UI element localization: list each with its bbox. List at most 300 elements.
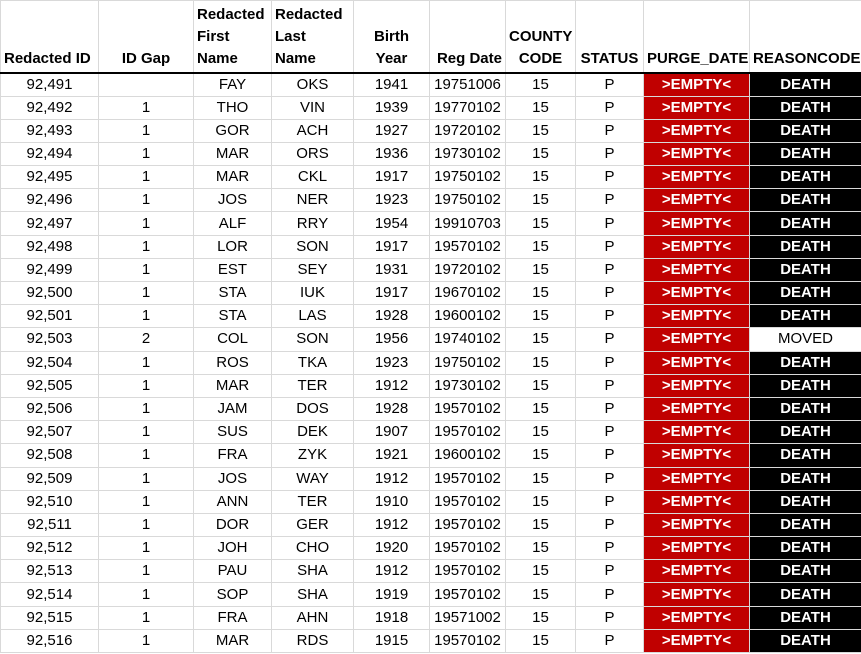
cell-reg-date[interactable]: 19770102 [430,96,506,119]
cell-reasoncode[interactable]: DEATH [750,374,861,397]
cell-reasoncode[interactable]: DEATH [750,258,861,281]
cell-status[interactable]: P [576,537,644,560]
table-row[interactable] [1,444,861,467]
cell-first-name[interactable]: FAY [194,73,272,97]
cell-first-name[interactable]: MAR [194,374,272,397]
cell-redacted-id[interactable]: 92,498 [1,235,99,258]
cell-birth-year[interactable]: 1928 [354,305,430,328]
cell-status[interactable]: P [576,583,644,606]
cell-reasoncode[interactable]: DEATH [750,467,861,490]
header-line: Redacted [197,5,265,23]
cell-reasoncode[interactable]: DEATH [750,537,861,560]
cell-birth-year[interactable]: 1923 [354,351,430,374]
cell-purge-date[interactable]: >EMPTY< [644,189,750,212]
cell-id-gap[interactable]: 1 [99,235,194,258]
table-row[interactable] [1,189,861,212]
header-line: PURGE_DATE [647,49,749,67]
cell-purge-date[interactable]: >EMPTY< [644,351,750,374]
cell-reg-date[interactable]: 19570102 [430,467,506,490]
table-row[interactable] [1,305,861,328]
cell-first-name[interactable]: SUS [194,421,272,444]
header-status[interactable] [576,1,644,73]
cell-id-gap[interactable]: 1 [99,606,194,629]
cell-status[interactable]: P [576,351,644,374]
cell-purge-date[interactable]: >EMPTY< [644,467,750,490]
cell-county-code[interactable]: 15 [506,212,576,235]
cell-id-gap[interactable]: 1 [99,444,194,467]
cell-last-name[interactable]: VIN [272,96,354,119]
cell-reasoncode[interactable]: DEATH [750,560,861,583]
cell-status[interactable]: P [576,421,644,444]
cell-reg-date[interactable]: 19570102 [430,421,506,444]
cell-first-name[interactable]: JOS [194,189,272,212]
cell-reg-date[interactable]: 19570102 [430,629,506,652]
header-line: STATUS [580,49,639,67]
header-line: Last [275,27,306,45]
cell-first-name[interactable]: JAM [194,397,272,420]
cell-birth-year[interactable]: 1956 [354,328,430,351]
cell-county-code[interactable]: 15 [506,73,576,97]
cell-reg-date[interactable]: 19600102 [430,305,506,328]
cell-purge-date[interactable]: >EMPTY< [644,513,750,536]
cell-purge-date[interactable]: >EMPTY< [644,606,750,629]
cell-redacted-id[interactable]: 92,499 [1,258,99,281]
cell-birth-year[interactable]: 1939 [354,96,430,119]
cell-id-gap[interactable]: 1 [99,374,194,397]
header-line: Name [275,49,316,67]
table-row[interactable] [1,258,861,281]
table-row[interactable] [1,282,861,305]
cell-first-name[interactable]: JOH [194,537,272,560]
table-row[interactable] [1,606,861,629]
cell-status[interactable]: P [576,96,644,119]
cell-county-code[interactable]: 15 [506,166,576,189]
cell-birth-year[interactable]: 1936 [354,142,430,165]
header-redacted-id[interactable] [1,1,99,73]
cell-birth-year[interactable]: 1917 [354,282,430,305]
cell-county-code[interactable]: 15 [506,421,576,444]
cell-id-gap[interactable]: 1 [99,189,194,212]
cell-id-gap[interactable]: 1 [99,119,194,142]
cell-reasoncode[interactable]: DEATH [750,583,861,606]
header-line: Redacted [275,5,343,23]
cell-purge-date[interactable]: >EMPTY< [644,235,750,258]
cell-purge-date[interactable]: >EMPTY< [644,560,750,583]
cell-status[interactable]: P [576,119,644,142]
cell-status[interactable]: P [576,397,644,420]
cell-redacted-id[interactable]: 92,493 [1,119,99,142]
cell-reg-date[interactable]: 19571002 [430,606,506,629]
cell-county-code[interactable]: 15 [506,96,576,119]
cell-last-name[interactable]: DOS [272,397,354,420]
cell-reasoncode[interactable]: DEATH [750,513,861,536]
cell-id-gap[interactable]: 1 [99,629,194,652]
cell-id-gap[interactable]: 1 [99,421,194,444]
cell-last-name[interactable]: NER [272,189,354,212]
cell-county-code[interactable]: 15 [506,235,576,258]
header-last-name[interactable] [272,1,354,73]
cell-birth-year[interactable]: 1954 [354,212,430,235]
table-row[interactable] [1,166,861,189]
cell-county-code[interactable]: 15 [506,374,576,397]
cell-purge-date[interactable]: >EMPTY< [644,374,750,397]
cell-purge-date[interactable]: >EMPTY< [644,258,750,281]
cell-county-code[interactable]: 15 [506,537,576,560]
cell-reg-date[interactable]: 19750102 [430,351,506,374]
cell-birth-year[interactable]: 1927 [354,119,430,142]
cell-birth-year[interactable]: 1931 [354,258,430,281]
cell-redacted-id[interactable]: 92,509 [1,467,99,490]
cell-reasoncode[interactable]: DEATH [750,142,861,165]
cell-last-name[interactable]: DEK [272,421,354,444]
cell-redacted-id[interactable]: 92,495 [1,166,99,189]
cell-reasoncode[interactable]: DEATH [750,119,861,142]
table-row[interactable] [1,583,861,606]
cell-status[interactable]: P [576,513,644,536]
cell-purge-date[interactable]: >EMPTY< [644,166,750,189]
table-row[interactable] [1,96,861,119]
cell-id-gap[interactable]: 1 [99,305,194,328]
cell-reasoncode[interactable]: DEATH [750,96,861,119]
cell-first-name[interactable]: ALF [194,212,272,235]
cell-redacted-id[interactable]: 92,500 [1,282,99,305]
table-row[interactable] [1,421,861,444]
cell-redacted-id[interactable]: 92,510 [1,490,99,513]
header-birth-year[interactable] [354,1,430,73]
cell-county-code[interactable]: 15 [506,467,576,490]
cell-first-name[interactable]: FRA [194,606,272,629]
cell-county-code[interactable]: 15 [506,490,576,513]
cell-reg-date[interactable]: 19740102 [430,328,506,351]
cell-county-code[interactable]: 15 [506,189,576,212]
cell-status[interactable]: P [576,73,644,97]
cell-purge-date[interactable]: >EMPTY< [644,212,750,235]
cell-birth-year[interactable]: 1910 [354,490,430,513]
cell-last-name[interactable]: GER [272,513,354,536]
cell-last-name[interactable]: TER [272,374,354,397]
cell-status[interactable]: P [576,282,644,305]
cell-reasoncode[interactable]: DEATH [750,397,861,420]
cell-last-name[interactable]: ZYK [272,444,354,467]
cell-last-name[interactable]: LAS [272,305,354,328]
cell-purge-date[interactable]: >EMPTY< [644,96,750,119]
cell-last-name[interactable]: TER [272,490,354,513]
table-row[interactable] [1,328,861,351]
cell-first-name[interactable]: STA [194,305,272,328]
header-line: Name [197,49,238,67]
cell-first-name[interactable]: STA [194,282,272,305]
cell-birth-year[interactable]: 1923 [354,189,430,212]
cell-reasoncode[interactable]: DEATH [750,606,861,629]
table-row[interactable] [1,490,861,513]
header-line: First [197,27,230,45]
cell-purge-date[interactable]: >EMPTY< [644,583,750,606]
cell-first-name[interactable]: MAR [194,142,272,165]
table-row[interactable] [1,467,861,490]
cell-last-name[interactable]: IUK [272,282,354,305]
cell-county-code[interactable]: 15 [506,606,576,629]
header-line: CODE [518,49,563,67]
cell-county-code[interactable]: 15 [506,629,576,652]
cell-reg-date[interactable]: 19751006 [430,73,506,97]
table-row[interactable] [1,142,861,165]
cell-purge-date[interactable]: >EMPTY< [644,282,750,305]
cell-id-gap[interactable]: 2 [99,328,194,351]
cell-county-code[interactable]: 15 [506,560,576,583]
header-row [1,1,861,73]
cell-first-name[interactable]: THO [194,96,272,119]
cell-birth-year[interactable]: 1918 [354,606,430,629]
cell-last-name[interactable]: OKS [272,73,354,97]
header-reg-date[interactable] [430,1,506,73]
header-line: COUNTY [509,27,573,45]
cell-redacted-id[interactable]: 92,497 [1,212,99,235]
table-row[interactable] [1,513,861,536]
cell-status[interactable]: P [576,212,644,235]
cell-status[interactable]: P [576,235,644,258]
cell-redacted-id[interactable]: 92,496 [1,189,99,212]
cell-redacted-id[interactable]: 92,512 [1,537,99,560]
cell-reg-date[interactable]: 19570102 [430,513,506,536]
header-line: ID Gap [121,49,171,67]
cell-county-code[interactable]: 15 [506,351,576,374]
table-row[interactable] [1,374,861,397]
cell-last-name[interactable]: AHN [272,606,354,629]
header-county-code[interactable] [506,1,576,73]
cell-reg-date[interactable]: 19750102 [430,166,506,189]
cell-reg-date[interactable]: 19670102 [430,282,506,305]
cell-reasoncode[interactable]: DEATH [750,305,861,328]
cell-status[interactable]: P [576,374,644,397]
header-line: Birth [374,27,409,45]
cell-last-name[interactable]: SON [272,328,354,351]
cell-reg-date[interactable]: 19720102 [430,258,506,281]
header-purge-date[interactable] [644,1,750,73]
cell-redacted-id[interactable]: 92,513 [1,560,99,583]
cell-first-name[interactable]: MAR [194,166,272,189]
cell-birth-year[interactable]: 1907 [354,421,430,444]
table-row[interactable] [1,397,861,420]
cell-redacted-id[interactable]: 92,507 [1,421,99,444]
cell-first-name[interactable]: PAU [194,560,272,583]
header-reasoncode[interactable] [750,1,861,73]
table-row[interactable] [1,119,861,142]
cell-birth-year[interactable]: 1917 [354,235,430,258]
cell-birth-year[interactable]: 1928 [354,397,430,420]
cell-first-name[interactable]: SOP [194,583,272,606]
cell-id-gap[interactable]: 1 [99,282,194,305]
cell-reasoncode[interactable]: DEATH [750,235,861,258]
cell-reg-date[interactable]: 19730102 [430,142,506,165]
cell-reasoncode[interactable]: DEATH [750,629,861,652]
cell-last-name[interactable]: SHA [272,583,354,606]
cell-redacted-id[interactable]: 92,511 [1,513,99,536]
cell-reg-date[interactable]: 19600102 [430,444,506,467]
cell-reasoncode[interactable]: DEATH [750,490,861,513]
cell-reg-date[interactable]: 19720102 [430,119,506,142]
cell-redacted-id[interactable]: 92,504 [1,351,99,374]
cell-id-gap[interactable]: 1 [99,467,194,490]
cell-redacted-id[interactable]: 92,501 [1,305,99,328]
cell-county-code[interactable]: 15 [506,328,576,351]
cell-first-name[interactable]: LOR [194,235,272,258]
cell-birth-year[interactable]: 1912 [354,467,430,490]
cell-first-name[interactable]: ROS [194,351,272,374]
cell-reg-date[interactable]: 19570102 [430,583,506,606]
cell-first-name[interactable]: MAR [194,629,272,652]
cell-id-gap[interactable]: 1 [99,397,194,420]
cell-last-name[interactable]: CHO [272,537,354,560]
cell-birth-year[interactable]: 1915 [354,629,430,652]
cell-reg-date[interactable]: 19570102 [430,397,506,420]
cell-reasoncode[interactable]: DEATH [750,73,861,97]
cell-purge-date[interactable]: >EMPTY< [644,537,750,560]
cell-purge-date[interactable]: >EMPTY< [644,397,750,420]
table-body [1,73,861,653]
cell-status[interactable]: P [576,606,644,629]
cell-purge-date[interactable]: >EMPTY< [644,305,750,328]
cell-reasoncode[interactable]: DEATH [750,212,861,235]
cell-county-code[interactable]: 15 [506,444,576,467]
cell-redacted-id[interactable]: 92,516 [1,629,99,652]
cell-redacted-id[interactable]: 92,515 [1,606,99,629]
cell-birth-year[interactable]: 1912 [354,374,430,397]
cell-last-name[interactable]: ACH [272,119,354,142]
cell-last-name[interactable]: ORS [272,142,354,165]
cell-county-code[interactable]: 15 [506,583,576,606]
cell-first-name[interactable]: DOR [194,513,272,536]
cell-reg-date[interactable]: 19570102 [430,235,506,258]
cell-redacted-id[interactable]: 92,494 [1,142,99,165]
cell-id-gap[interactable]: 1 [99,490,194,513]
header-first-name[interactable] [194,1,272,73]
cell-redacted-id[interactable]: 92,506 [1,397,99,420]
cell-last-name[interactable]: RRY [272,212,354,235]
cell-redacted-id[interactable]: 92,503 [1,328,99,351]
cell-status[interactable]: P [576,305,644,328]
table-row[interactable] [1,629,861,652]
cell-status[interactable]: P [576,166,644,189]
header-line: REASONCODE [753,49,861,67]
cell-redacted-id[interactable]: 92,514 [1,583,99,606]
cell-status[interactable]: P [576,444,644,467]
cell-id-gap[interactable]: 1 [99,537,194,560]
cell-id-gap[interactable]: 1 [99,142,194,165]
cell-last-name[interactable]: RDS [272,629,354,652]
cell-birth-year[interactable]: 1912 [354,560,430,583]
cell-county-code[interactable]: 15 [506,305,576,328]
header-id-gap[interactable] [99,1,194,73]
cell-id-gap[interactable] [99,73,194,97]
cell-birth-year[interactable]: 1921 [354,444,430,467]
cell-status[interactable]: P [576,629,644,652]
cell-status[interactable]: P [576,467,644,490]
cell-id-gap[interactable]: 1 [99,258,194,281]
table-row[interactable] [1,537,861,560]
cell-county-code[interactable]: 15 [506,282,576,305]
table-row[interactable] [1,560,861,583]
cell-reg-date[interactable]: 19750102 [430,189,506,212]
cell-id-gap[interactable]: 1 [99,166,194,189]
cell-purge-date[interactable]: >EMPTY< [644,73,750,97]
cell-status[interactable]: P [576,258,644,281]
cell-purge-date[interactable]: >EMPTY< [644,490,750,513]
cell-reg-date[interactable]: 19730102 [430,374,506,397]
cell-purge-date[interactable]: >EMPTY< [644,142,750,165]
cell-last-name[interactable]: SON [272,235,354,258]
table-row[interactable] [1,351,861,374]
cell-reasoncode[interactable]: DEATH [750,282,861,305]
cell-status[interactable]: P [576,142,644,165]
cell-reasoncode[interactable]: DEATH [750,421,861,444]
cell-reg-date[interactable]: 19570102 [430,490,506,513]
cell-birth-year[interactable]: 1920 [354,537,430,560]
cell-purge-date[interactable]: >EMPTY< [644,328,750,351]
cell-id-gap[interactable]: 1 [99,583,194,606]
cell-birth-year[interactable]: 1917 [354,166,430,189]
cell-status[interactable]: P [576,189,644,212]
cell-first-name[interactable]: JOS [194,467,272,490]
cell-id-gap[interactable]: 1 [99,212,194,235]
cell-birth-year[interactable]: 1919 [354,583,430,606]
cell-redacted-id[interactable]: 92,508 [1,444,99,467]
cell-birth-year[interactable]: 1912 [354,513,430,536]
cell-reasoncode[interactable]: DEATH [750,351,861,374]
cell-county-code[interactable]: 15 [506,142,576,165]
cell-last-name[interactable]: WAY [272,467,354,490]
cell-redacted-id[interactable]: 92,505 [1,374,99,397]
cell-status[interactable]: P [576,560,644,583]
cell-first-name[interactable]: ANN [194,490,272,513]
table-row[interactable] [1,73,861,97]
cell-status[interactable]: P [576,328,644,351]
cell-last-name[interactable]: SHA [272,560,354,583]
cell-status[interactable]: P [576,490,644,513]
cell-redacted-id[interactable]: 92,491 [1,73,99,97]
cell-reg-date[interactable]: 19570102 [430,537,506,560]
cell-purge-date[interactable]: >EMPTY< [644,119,750,142]
cell-last-name[interactable]: SEY [272,258,354,281]
cell-reasoncode[interactable]: DEATH [750,444,861,467]
cell-purge-date[interactable]: >EMPTY< [644,629,750,652]
cell-first-name[interactable]: FRA [194,444,272,467]
table-row[interactable] [1,235,861,258]
cell-id-gap[interactable]: 1 [99,96,194,119]
cell-county-code[interactable]: 15 [506,258,576,281]
cell-first-name[interactable]: GOR [194,119,272,142]
cell-county-code[interactable]: 15 [506,397,576,420]
cell-birth-year[interactable]: 1941 [354,73,430,97]
cell-id-gap[interactable]: 1 [99,560,194,583]
cell-redacted-id[interactable]: 92,492 [1,96,99,119]
cell-county-code[interactable]: 15 [506,513,576,536]
cell-reasoncode[interactable]: DEATH [750,189,861,212]
cell-purge-date[interactable]: >EMPTY< [644,421,750,444]
cell-reasoncode[interactable]: DEATH [750,166,861,189]
cell-reasoncode[interactable]: MOVED [750,328,861,351]
cell-county-code[interactable]: 15 [506,119,576,142]
table-row[interactable] [1,212,861,235]
cell-last-name[interactable]: CKL [272,166,354,189]
cell-id-gap[interactable]: 1 [99,351,194,374]
cell-reg-date[interactable]: 19570102 [430,560,506,583]
cell-reg-date[interactable]: 19910703 [430,212,506,235]
cell-last-name[interactable]: TKA [272,351,354,374]
cell-purge-date[interactable]: >EMPTY< [644,444,750,467]
cell-first-name[interactable]: COL [194,328,272,351]
cell-first-name[interactable]: EST [194,258,272,281]
cell-id-gap[interactable]: 1 [99,513,194,536]
